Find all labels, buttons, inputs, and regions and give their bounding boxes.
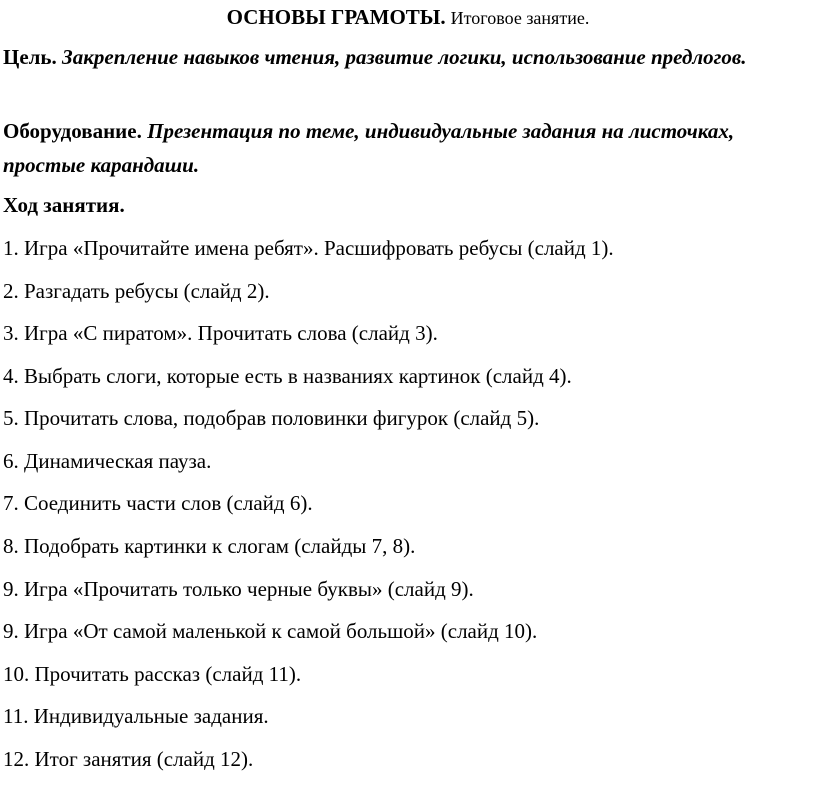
- goal-label: Цель.: [3, 45, 57, 69]
- list-item: 12. Итог занятия (слайд 12).: [3, 747, 254, 771]
- list-item: 9. Игра «От самой маленькой к самой большой» (слайд 10).: [3, 619, 538, 643]
- list-item: 10. Прочитать рассказ (слайд 11).: [3, 662, 302, 686]
- list-item: 1. Игра «Прочитайте имена ребят». Расшифровать ребусы (слайд 1).: [3, 236, 614, 260]
- equipment-label: Оборудование.: [3, 119, 142, 143]
- list-item: 6. Динамическая пауза.: [3, 449, 212, 473]
- list-item: 7. Соединить части слов (слайд 6).: [3, 491, 313, 515]
- document-title: [0, 4, 816, 31]
- list-item: 11. Индивидуальные задания.: [3, 704, 269, 728]
- list-item: 9. Игра «Прочитать только черные буквы» (слайд 9).: [3, 577, 474, 601]
- equipment-text: Презентация по теме, индивидуальные задания на листочках, простые карандаши.: [3, 119, 735, 177]
- progress-heading: Ход занятия.: [3, 193, 125, 217]
- goal-paragraph: [3, 40, 803, 74]
- list-item: 2. Разгадать ребусы (слайд 2).: [3, 279, 270, 303]
- list-item: 3. Игра «С пиратом». Прочитать слова (слайд 3).: [3, 321, 438, 345]
- list-item: 4. Выбрать слоги, которые есть в названиях картинок (слайд 4).: [3, 364, 572, 388]
- title-bold: ОСНОВЫ ГРАМОТЫ.: [226, 5, 446, 29]
- list-item: 8. Подобрать картинки к слогам (слайды 7, 8).: [3, 534, 416, 558]
- equipment-paragraph: [3, 114, 803, 182]
- title-subtitle: Итоговое занятие.: [450, 8, 590, 28]
- list-item: 5. Прочитать слова, подобрав половинки фигурок (слайд 5).: [3, 406, 540, 430]
- goal-text: Закрепление навыков чтения, развитие логики, использование предлогов.: [62, 45, 747, 69]
